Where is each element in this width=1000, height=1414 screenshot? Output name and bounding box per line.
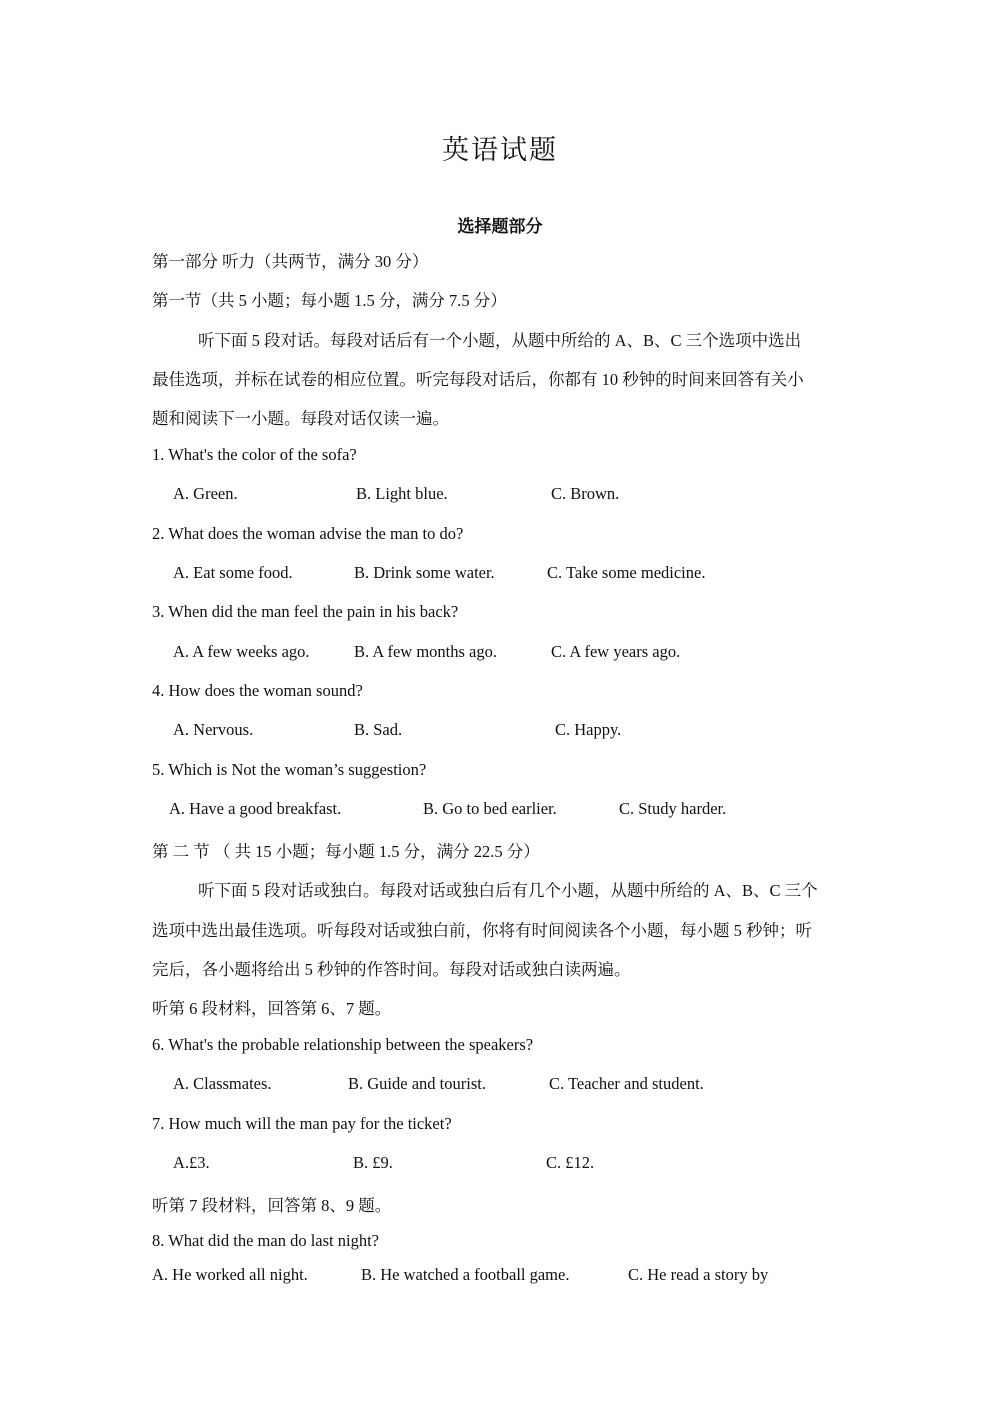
option-c: C. He read a story by: [628, 1265, 769, 1284]
option-b: B. Light blue.: [356, 484, 448, 503]
material-heading: 听第 6 段材料，回答第 6、7 题。: [152, 999, 392, 1018]
section1-instruction-line: 题和阅读下一小题。每段对话仅读一遍。: [152, 409, 449, 428]
option-b: B. Sad.: [354, 720, 403, 739]
option-b: B. He watched a football game.: [361, 1265, 570, 1284]
section2-heading: 第 二 节 （ 共 15 小题；每小题 1.5 分，满分 22.5 分）: [152, 842, 540, 861]
option-c: C. Take some medicine.: [547, 563, 706, 582]
section1-heading: 第一节（共 5 小题；每小题 1.5 分，满分 7.5 分）: [152, 291, 507, 310]
option-c: C. £12.: [546, 1153, 595, 1172]
question-stem: 1. What's the color of the sofa?: [152, 445, 357, 464]
option-c: C. Brown.: [551, 484, 620, 503]
question-stem: 6. What's the probable relationship between the speakers?: [152, 1035, 534, 1054]
option-c: C. Study harder.: [619, 799, 727, 818]
section1-instruction-line: 最佳选项，并标在试卷的相应位置。听完每段对话后，你都有 10 秒钟的时间来回答有关小: [152, 370, 804, 389]
question-stem: 7. How much will the man pay for the ticket?: [152, 1114, 452, 1133]
option-a: A. Green.: [173, 484, 238, 503]
material-heading: 听第 7 段材料，回答第 8、9 题。: [152, 1196, 392, 1215]
option-a: A. He worked all night.: [152, 1265, 308, 1284]
section1-instruction-line: 听下面 5 段对话。每段对话后有一个小题，从题中所给的 A、B、C 三个选项中选出: [198, 331, 802, 350]
option-b: B. £9.: [353, 1153, 393, 1172]
part1-heading: 第一部分 听力（共两节，满分 30 分）: [152, 252, 429, 271]
option-b: B. Go to bed earlier.: [423, 799, 557, 818]
option-a: A. Classmates.: [173, 1074, 272, 1093]
option-c: C. Teacher and student.: [549, 1074, 704, 1093]
option-a: A.£3.: [173, 1153, 210, 1172]
page-title: 英语试题: [442, 135, 558, 165]
option-a: A. Nervous.: [173, 720, 254, 739]
option-b: B. Drink some water.: [354, 563, 495, 582]
section-subtitle: 选择题部分: [457, 217, 543, 236]
option-c: C. A few years ago.: [551, 642, 681, 661]
question-stem: 8. What did the man do last night?: [152, 1231, 379, 1250]
section2-instruction-line: 完后，各小题将给出 5 秒钟的作答时间。每段对话或独白读两遍。: [152, 960, 631, 979]
section2-instruction-line: 选项中选出最佳选项。听每段对话或独白前，你将有时间阅读各个小题，每小题 5 秒钟；听: [152, 921, 812, 940]
option-c: C. Happy.: [555, 720, 622, 739]
section2-instruction-line: 听下面 5 段对话或独白。每段对话或独白后有几个小题，从题中所给的 A、B、C 三个: [198, 881, 818, 900]
option-a: A. A few weeks ago.: [173, 642, 310, 661]
question-stem: 4. How does the woman sound?: [152, 681, 363, 700]
question-stem: 3. When did the man feel the pain in his back?: [152, 602, 459, 621]
option-b: B. A few months ago.: [354, 642, 497, 661]
question-stem: 5. Which is Not the woman’s suggestion?: [152, 760, 427, 779]
question-stem: 2. What does the woman advise the man to do?: [152, 524, 464, 543]
option-a: A. Eat some food.: [173, 563, 293, 582]
option-b: B. Guide and tourist.: [348, 1074, 486, 1093]
option-a: A. Have a good breakfast.: [169, 799, 342, 818]
